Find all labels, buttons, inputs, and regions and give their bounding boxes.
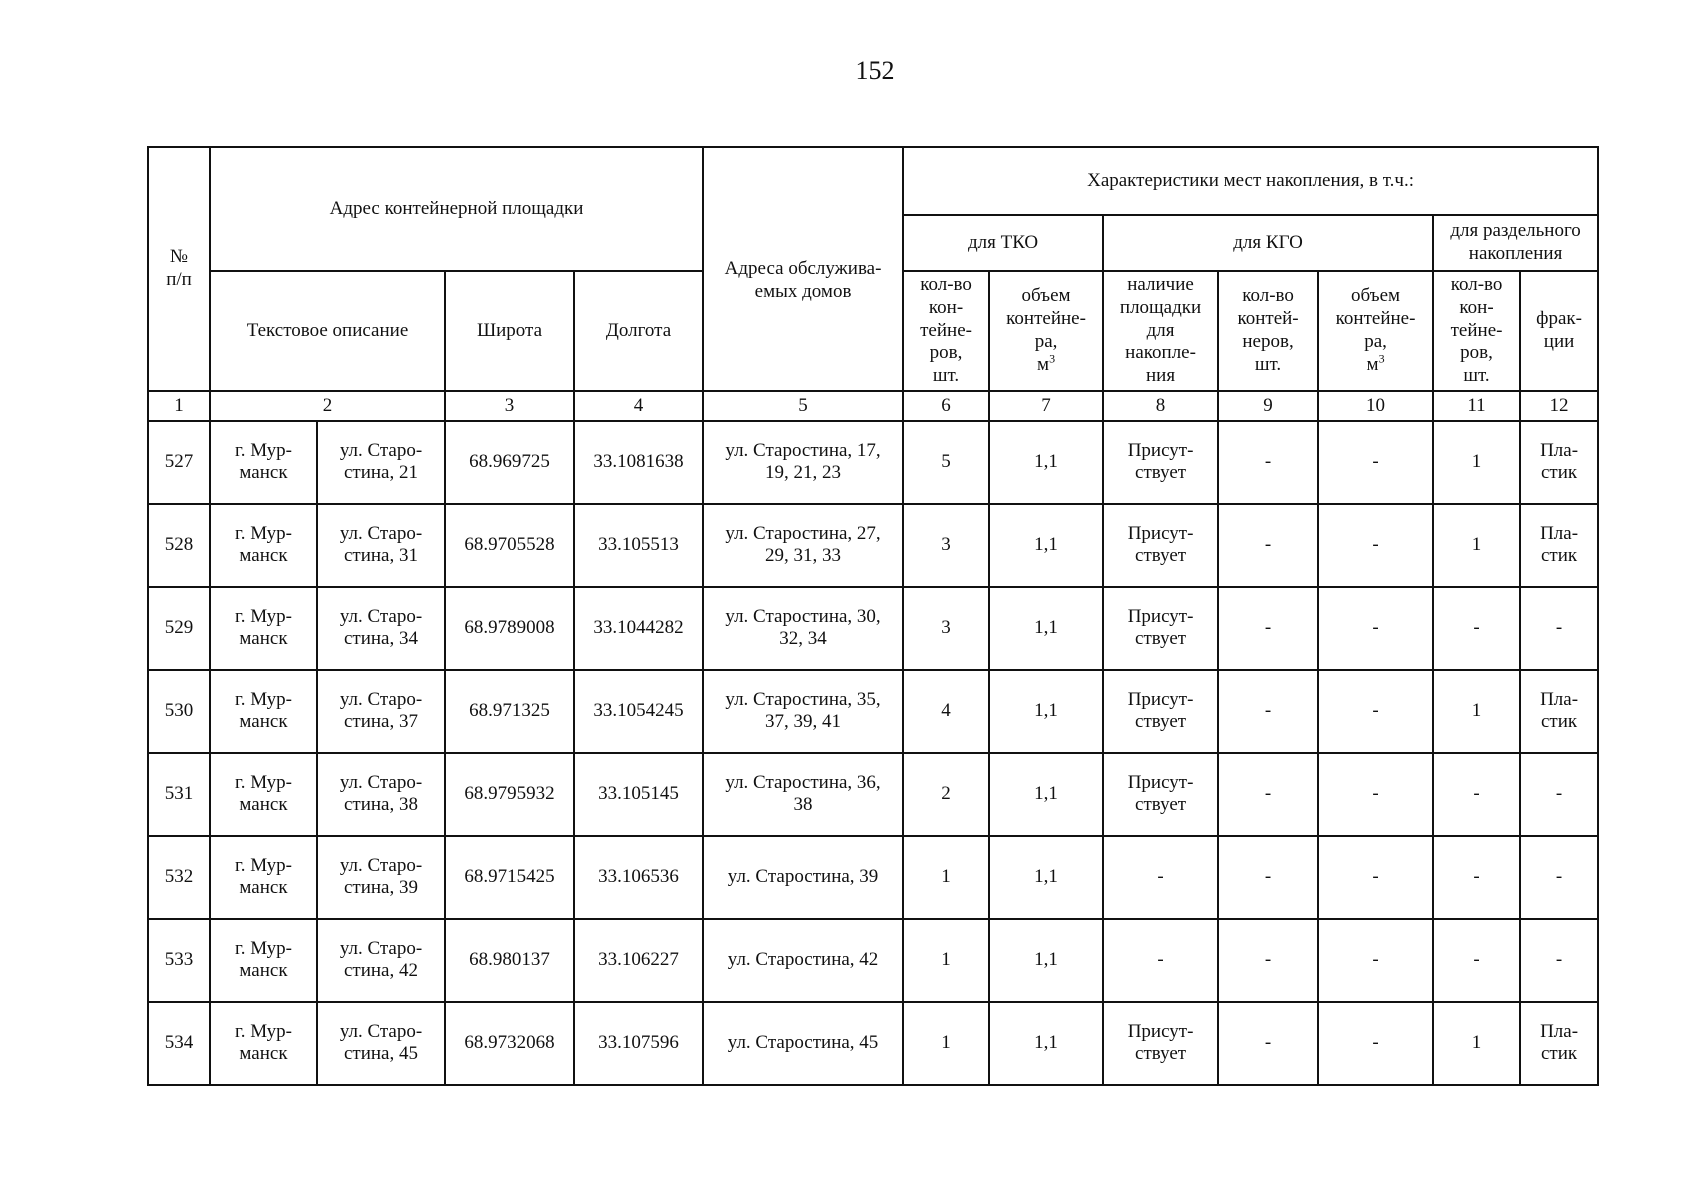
latitude-cell: 68.969725 xyxy=(445,421,574,504)
kgo-volume-cell: - xyxy=(1318,587,1433,670)
tko-count-cell: 3 xyxy=(903,587,989,670)
kgo-volume-cell: - xyxy=(1318,670,1433,753)
latitude-cell: 68.9705528 xyxy=(445,504,574,587)
column-number: 6 xyxy=(903,391,989,421)
row-number-cell: 529 xyxy=(148,587,210,670)
city-cell: г. Мур- манск xyxy=(210,836,317,919)
row-number-cell: 528 xyxy=(148,504,210,587)
header-tko-volume xyxy=(989,271,1103,391)
longitude-cell: 33.1054245 xyxy=(574,670,703,753)
street-cell: ул. Старо- стина, 45 xyxy=(317,1002,445,1085)
table-row xyxy=(148,587,1598,670)
fraction-cell: Пла- стик xyxy=(1520,504,1598,587)
header-kgo-volume xyxy=(1318,271,1433,391)
tko-volume-cell: 1,1 xyxy=(989,919,1103,1002)
kgo-volume-cell: - xyxy=(1318,836,1433,919)
tko-count-cell: 1 xyxy=(903,919,989,1002)
tko-count-cell: 3 xyxy=(903,504,989,587)
kgo-site-cell: - xyxy=(1103,919,1218,1002)
longitude-cell: 33.105145 xyxy=(574,753,703,836)
row-number-cell: 534 xyxy=(148,1002,210,1085)
street-cell: ул. Старо- стина, 42 xyxy=(317,919,445,1002)
kgo-site-cell: Присут- ствует xyxy=(1103,1002,1218,1085)
header-kgo-label: для КГО xyxy=(1233,231,1303,253)
header-tko-label: для ТКО xyxy=(967,231,1039,253)
fraction-cell: Пла- стик xyxy=(1520,1002,1598,1085)
longitude-cell: 33.105513 xyxy=(574,504,703,587)
column-number: 2 xyxy=(210,391,445,421)
street-cell: ул. Старо- стина, 39 xyxy=(317,836,445,919)
row-number-cell: 533 xyxy=(148,919,210,1002)
header-address-label: Адрес контейнерной площадки xyxy=(329,197,584,219)
longitude-cell: 33.106227 xyxy=(574,919,703,1002)
header-latitude xyxy=(445,271,574,391)
table-row xyxy=(148,670,1598,753)
latitude-cell: 68.9732068 xyxy=(445,1002,574,1085)
street-cell: ул. Старо- стина, 38 xyxy=(317,753,445,836)
kgo-site-cell: - xyxy=(1103,836,1218,919)
table-row xyxy=(148,504,1598,587)
kgo-count-cell: - xyxy=(1218,919,1318,1002)
header-characteristics xyxy=(903,147,1598,215)
fraction-cell: - xyxy=(1520,753,1598,836)
served-houses-cell: ул. Старостина, 36, 38 xyxy=(703,753,903,836)
header-address xyxy=(210,147,703,271)
header-longitude-label: Долгота xyxy=(605,319,672,341)
kgo-count-cell: - xyxy=(1218,753,1318,836)
latitude-cell: 68.971325 xyxy=(445,670,574,753)
header-separate-count-label: кол-во кон- тейне- ров, шт. xyxy=(1450,274,1503,387)
header-tko-count-label: кол-во кон- тейне- ров, шт. xyxy=(920,274,972,387)
column-number: 12 xyxy=(1520,391,1598,421)
column-number: 8 xyxy=(1103,391,1218,421)
table-row xyxy=(148,919,1598,1002)
header-kgo xyxy=(1103,215,1433,271)
city-cell: г. Мур- манск xyxy=(210,753,317,836)
header-num xyxy=(148,147,210,391)
separate-count-cell: 1 xyxy=(1433,670,1520,753)
table-row xyxy=(148,1002,1598,1085)
city-cell: г. Мур- манск xyxy=(210,919,317,1002)
cube-superscript: 3 xyxy=(1378,351,1385,366)
separate-count-cell: 1 xyxy=(1433,1002,1520,1085)
kgo-count-cell: - xyxy=(1218,587,1318,670)
header-tko-count xyxy=(903,271,989,391)
column-number: 1 xyxy=(148,391,210,421)
city-cell: г. Мур- манск xyxy=(210,504,317,587)
tko-count-cell: 5 xyxy=(903,421,989,504)
row-number-cell: 531 xyxy=(148,753,210,836)
served-houses-cell: ул. Старостина, 30, 32, 34 xyxy=(703,587,903,670)
kgo-site-cell: Присут- ствует xyxy=(1103,587,1218,670)
row-number-cell: 530 xyxy=(148,670,210,753)
tko-count-cell: 1 xyxy=(903,836,989,919)
latitude-cell: 68.980137 xyxy=(445,919,574,1002)
header-kgo-count-label: кол-во контей- неров, шт. xyxy=(1237,285,1299,375)
header-fractions xyxy=(1520,271,1598,391)
served-houses-cell: ул. Старостина, 42 xyxy=(703,919,903,1002)
header-separate-label: для раздельного накопления xyxy=(1450,220,1581,264)
kgo-count-cell: - xyxy=(1218,836,1318,919)
header-row-1 xyxy=(148,147,1598,215)
kgo-site-cell: Присут- ствует xyxy=(1103,421,1218,504)
row-number-cell: 527 xyxy=(148,421,210,504)
city-cell: г. Мур- манск xyxy=(210,1002,317,1085)
column-number: 11 xyxy=(1433,391,1520,421)
row-number-cell: 532 xyxy=(148,836,210,919)
kgo-volume-cell: - xyxy=(1318,1002,1433,1085)
kgo-count-cell: - xyxy=(1218,421,1318,504)
table-row xyxy=(148,836,1598,919)
header-tko xyxy=(903,215,1103,271)
longitude-cell: 33.1081638 xyxy=(574,421,703,504)
header-kgo-volume-label: объем контейне- ра, м xyxy=(1335,285,1416,375)
city-cell: г. Мур- манск xyxy=(210,587,317,670)
kgo-site-cell: Присут- ствует xyxy=(1103,504,1218,587)
served-houses-cell: ул. Старостина, 35, 37, 39, 41 xyxy=(703,670,903,753)
fraction-cell: Пла- стик xyxy=(1520,670,1598,753)
longitude-cell: 33.1044282 xyxy=(574,587,703,670)
column-number: 7 xyxy=(989,391,1103,421)
longitude-cell: 33.107596 xyxy=(574,1002,703,1085)
container-sites-table xyxy=(147,146,1599,1086)
header-longitude xyxy=(574,271,703,391)
column-number: 5 xyxy=(703,391,903,421)
cube-superscript: 3 xyxy=(1049,351,1056,366)
latitude-cell: 68.9789008 xyxy=(445,587,574,670)
column-number: 10 xyxy=(1318,391,1433,421)
separate-count-cell: - xyxy=(1433,919,1520,1002)
header-fractions-label: фрак- ции xyxy=(1536,308,1582,352)
served-houses-cell: ул. Старостина, 45 xyxy=(703,1002,903,1085)
kgo-volume-cell: - xyxy=(1318,919,1433,1002)
tko-count-cell: 2 xyxy=(903,753,989,836)
tko-volume-cell: 1,1 xyxy=(989,504,1103,587)
served-houses-cell: ул. Старостина, 27, 29, 31, 33 xyxy=(703,504,903,587)
header-separate xyxy=(1433,215,1598,271)
kgo-volume-cell: - xyxy=(1318,504,1433,587)
kgo-count-cell: - xyxy=(1218,504,1318,587)
header-kgo-site xyxy=(1103,271,1218,391)
latitude-cell: 68.9715425 xyxy=(445,836,574,919)
tko-volume-cell: 1,1 xyxy=(989,1002,1103,1085)
tko-volume-cell: 1,1 xyxy=(989,587,1103,670)
page-number: 152 xyxy=(855,56,895,85)
header-text-description-label: Текстовое описание xyxy=(246,319,409,341)
kgo-volume-cell: - xyxy=(1318,421,1433,504)
header-num-label: № п/п xyxy=(166,246,192,290)
tko-volume-cell: 1,1 xyxy=(989,670,1103,753)
street-cell: ул. Старо- стина, 34 xyxy=(317,587,445,670)
header-kgo-site-label: наличие площадки для накопле- ния xyxy=(1119,274,1202,387)
fraction-cell: - xyxy=(1520,587,1598,670)
tko-volume-cell: 1,1 xyxy=(989,421,1103,504)
table-row xyxy=(148,753,1598,836)
separate-count-cell: - xyxy=(1433,753,1520,836)
separate-count-cell: - xyxy=(1433,587,1520,670)
kgo-volume-cell: - xyxy=(1318,753,1433,836)
kgo-site-cell: Присут- ствует xyxy=(1103,670,1218,753)
header-served-houses xyxy=(703,147,903,391)
header-characteristics-label: Характеристики мест накопления, в т.ч.: xyxy=(1087,169,1414,191)
table-row xyxy=(148,421,1598,504)
street-cell: ул. Старо- стина, 37 xyxy=(317,670,445,753)
longitude-cell: 33.106536 xyxy=(574,836,703,919)
street-cell: ул. Старо- стина, 21 xyxy=(317,421,445,504)
column-number: 4 xyxy=(574,391,703,421)
street-cell: ул. Старо- стина, 31 xyxy=(317,504,445,587)
header-separate-count xyxy=(1433,271,1520,391)
column-number: 3 xyxy=(445,391,574,421)
header-kgo-count xyxy=(1218,271,1318,391)
city-cell: г. Мур- манск xyxy=(210,670,317,753)
kgo-count-cell: - xyxy=(1218,670,1318,753)
fraction-cell: - xyxy=(1520,836,1598,919)
header-text-description xyxy=(210,271,445,391)
tko-count-cell: 1 xyxy=(903,1002,989,1085)
city-cell: г. Мур- манск xyxy=(210,421,317,504)
separate-count-cell: 1 xyxy=(1433,421,1520,504)
separate-count-cell: 1 xyxy=(1433,504,1520,587)
header-tko-volume-label: объем контейне- ра, м xyxy=(1006,285,1086,375)
header-served-label: Адреса обслужива- емых домов xyxy=(724,258,882,302)
tko-volume-cell: 1,1 xyxy=(989,753,1103,836)
served-houses-cell: ул. Старостина, 39 xyxy=(703,836,903,919)
served-houses-cell: ул. Старостина, 17, 19, 21, 23 xyxy=(703,421,903,504)
column-number-row xyxy=(148,391,1598,421)
kgo-count-cell: - xyxy=(1218,1002,1318,1085)
fraction-cell: Пла- стик xyxy=(1520,421,1598,504)
fraction-cell: - xyxy=(1520,919,1598,1002)
header-latitude-label: Широта xyxy=(476,319,543,341)
tko-count-cell: 4 xyxy=(903,670,989,753)
separate-count-cell: - xyxy=(1433,836,1520,919)
latitude-cell: 68.9795932 xyxy=(445,753,574,836)
column-number: 9 xyxy=(1218,391,1318,421)
kgo-site-cell: Присут- ствует xyxy=(1103,753,1218,836)
tko-volume-cell: 1,1 xyxy=(989,836,1103,919)
